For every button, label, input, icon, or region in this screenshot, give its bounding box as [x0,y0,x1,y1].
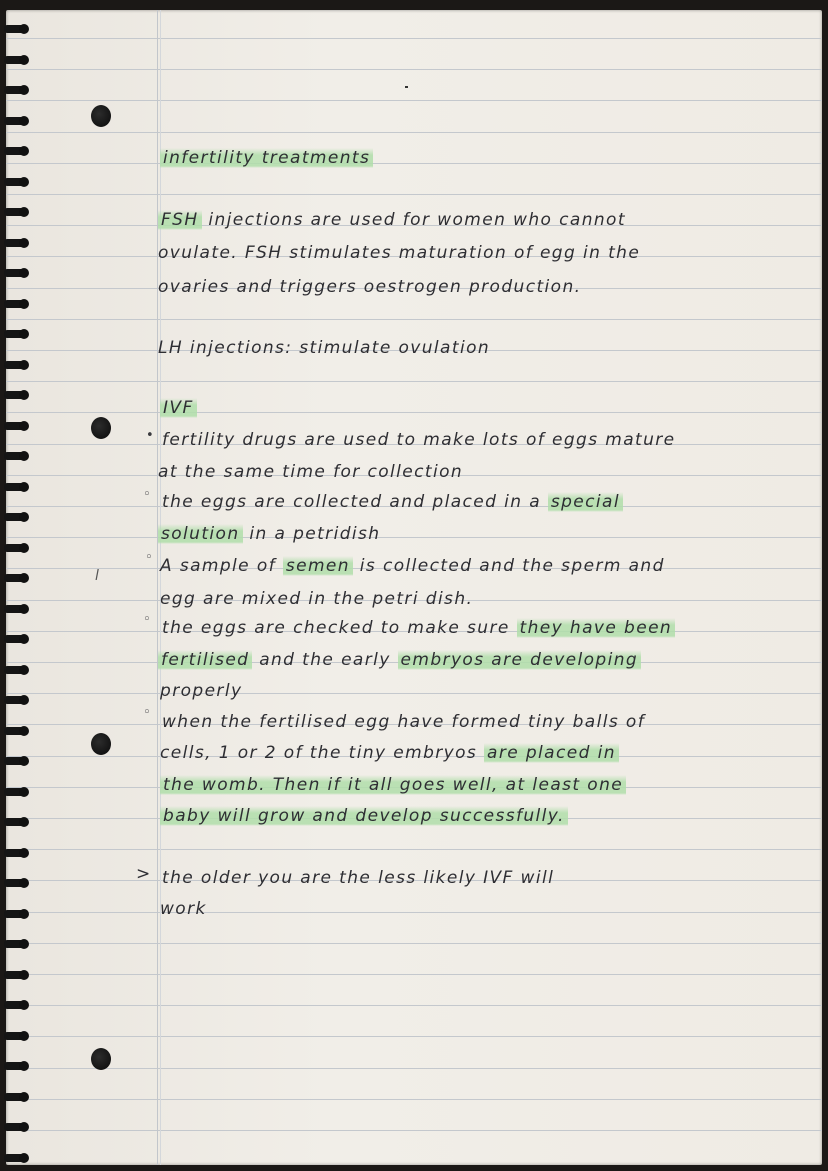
ruled-line [6,537,822,538]
b3-text: A sample of [160,556,277,576]
ruled-line [6,381,822,382]
ivf-bullet-3-line-2: egg are mixed in the petri dish. [160,589,474,609]
b5-highlight-2: the womb. Then if it all goes well, at least one [160,775,626,795]
ruled-line [6,912,822,913]
spiral-ring [4,1059,32,1073]
spiral-ring [4,388,32,402]
ruled-line [6,1099,822,1100]
punch-hole [91,105,111,127]
punch-hole [91,417,111,439]
ivf-bullet-3-line-1 [160,556,665,576]
spiral-ring [4,419,32,433]
spiral-ring [4,358,32,372]
spiral-ring [4,1120,32,1134]
b2-text: the eggs are collected and placed in a [162,492,542,512]
ruled-line [6,69,822,70]
b3-highlight: semen [283,556,353,576]
note-marker: > [136,864,152,884]
ivf-bullet-4-line-1 [162,618,675,638]
ruled-line [6,412,822,413]
spiral-ring [4,571,32,585]
fsh-line-2: ovulate. FSH stimulates maturation of egg in the [158,243,641,263]
b3-text-2: is collected and the sperm and [359,556,665,576]
ruled-line [6,1068,822,1069]
ruled-line [6,1130,822,1131]
ivf-bullet-2-line-1 [162,492,623,512]
spiral-ring [4,297,32,311]
ivf-bullet-5-line-3 [160,775,626,795]
ruled-line [6,163,822,164]
ruled-line [6,100,822,101]
spiral-ring [4,602,32,616]
ruled-line [6,1036,822,1037]
spiral-ring [4,815,32,829]
spiral-ring [4,480,32,494]
b5-highlight-3: baby will grow and develop successfully. [160,806,568,826]
spiral-ring [4,785,32,799]
stray-mark: l [95,568,99,584]
spiral-ring [4,876,32,890]
fsh-text: injections are used for women who cannot [208,210,626,230]
ruled-line [6,38,822,39]
ivf-bullet-4-line-2 [158,650,641,670]
ruled-line [6,194,822,195]
note-line-1: the older you are the less likely IVF will [162,868,555,888]
ivf-bullet-4-line-3: properly [160,681,243,701]
margin-line-secondary [160,10,161,1165]
spiral-ring [4,266,32,280]
spiral-ring [4,998,32,1012]
spiral-ring [4,327,32,341]
spiral-ring [4,754,32,768]
spiral-ring [4,846,32,860]
ivf-bullet-5-line-4 [160,806,568,826]
ruled-line [6,319,822,320]
ivf-bullet-2-line-2 [158,524,380,544]
notebook-page [6,10,822,1165]
margin-line [157,10,158,1165]
spiral-ring [4,53,32,67]
ivf-bullet-5-line-1: when the fertilised egg have formed tiny balls of [162,712,646,732]
ruled-line [6,849,822,850]
ivf-bullet-1-line-1: fertility drugs are used to make lots of eggs mature [162,430,676,450]
spiral-ring [4,632,32,646]
ruled-line [6,1005,822,1006]
spiral-ring [4,236,32,250]
ivf-bullet-1-line-2: at the same time for collection [158,462,464,482]
ivf-heading [160,398,197,418]
b4-highlight-2: fertilised [158,650,252,670]
b2-text-2: in a petridish [249,524,381,544]
b4-highlight: they have been [517,618,676,638]
ruled-line [6,974,822,975]
spiral-ring [4,175,32,189]
fsh-line-3: ovaries and triggers oestrogen production. [158,277,582,297]
spiral-ring [4,1029,32,1043]
ivf-heading-text: IVF [160,398,197,418]
bullet-marker: ◦ [145,550,153,565]
spiral-ring [4,541,32,555]
highlighted-heading: infertility treatments [160,148,373,168]
heading-infertility-treatments [160,148,373,168]
spiral-ring [4,114,32,128]
bullet-marker: ◦ [143,487,151,502]
spiral-ring [4,22,32,36]
ruled-line [6,132,822,133]
spiral-ring [4,205,32,219]
spiral-ring [4,907,32,921]
bullet-marker: ◦ [143,705,151,720]
spiral-ring [4,449,32,463]
spiral-ring [4,693,32,707]
note-line-2: work [160,899,207,919]
fsh-highlight: FSH [158,210,202,230]
b5-text: cells, 1 or 2 of the tiny embryos [160,743,478,763]
lh-label: LH injections: [158,338,293,358]
spiral-ring [4,663,32,677]
spiral-ring [4,510,32,524]
b2-highlight: special [548,492,623,512]
spiral-ring [4,144,32,158]
ruled-line [6,943,822,944]
lh-line [158,338,490,358]
bullet-marker: • [146,428,154,443]
spiral-ring [4,724,32,738]
ink-mark [405,86,408,88]
b2-highlight-2: solution [158,524,243,544]
b4-highlight-3: embryos are developing [398,650,642,670]
spiral-ring [4,968,32,982]
b4-text-2: and the early [259,650,391,670]
b5-highlight: are placed in [484,743,619,763]
spiral-ring [4,1090,32,1104]
ivf-bullet-5-line-2 [160,743,619,763]
punch-hole [91,1048,111,1070]
punch-hole [91,733,111,755]
b4-text: the eggs are checked to make sure [162,618,510,638]
bullet-marker: ◦ [143,612,151,627]
ruled-line [6,693,822,694]
lh-text: stimulate ovulation [299,338,491,358]
spiral-ring [4,937,32,951]
spiral-ring [4,83,32,97]
spiral-ring [4,1151,32,1165]
fsh-line-1 [158,210,626,230]
